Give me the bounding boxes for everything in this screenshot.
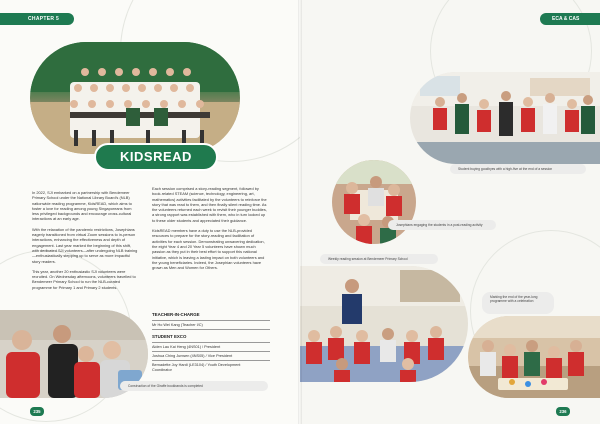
caption-weekly: Weekly reading session at Bendemeer Primary School [320,254,438,264]
divider [152,360,270,361]
teacher-name: Mr Ho Wei Kang (Teacher I/C) [152,323,203,327]
section-tag: ECA & CAS [540,13,600,25]
divider [152,351,270,352]
paragraph: With the relaxation of the pandemic restrictions, Josephians eagerly transitioned from virtual Zoom sessions to in-person interactions, enhancing the effectiveness and depth of engagement. Last year marked the beginning of this shift, with dedicated SJI volunteers—after undergoing NLB training—enthusiastically stepping up to serve as more impactful story readers. [32,226,138,264]
divider [152,329,270,330]
activity-circle-photo [332,160,416,244]
caption-bottom-left: Construction of the Giraffe bookbands is completed [120,381,268,391]
caption-top-right: Student buying goodbyes with a high-five at the end of a session [450,164,586,174]
group-photo [30,42,240,154]
teacher-heading: TEACHER-IN-CHARGE [152,312,200,317]
classroom-photo [410,72,600,164]
page-number-right: 236 [556,407,570,416]
exco-heading: STUDENT EXCO [152,334,187,339]
chapter-tag: CHAPTER 5 [0,13,74,25]
spine-shadow [298,0,302,424]
exco-member: Bernadette Joy Hardi (LE3104) / Youth Development [152,363,241,367]
paragraph: In 2022, SJI embarked on a partnership with Bendemeer Primary School under the National Library Board's (NLB) nationwide reading programme, KidsREAD, which aims to foster a love for reading among young Singaporeans from less privileged backgrounds and encourage cross-cultural interactions at an early age. [32,190,132,222]
exco-member: Coordinator [152,368,172,372]
body-column-2 [152,186,267,275]
celebration-photo [468,316,600,398]
caption-end: Marking the end of the year-long programme with a celebration [482,292,554,314]
body-column-1 [32,190,139,295]
paragraph: Each session comprised a story-reading segment, followed by book-related STEAM (science, technology, engineering, art, mathematics) activities facilitated by the volunteers to reinforce the story that was read to them, and then finally silent reading time. As the volunteers returned each week to revisit their younger buddies, a strong rapport was established with them, who in turn looked up to these older students and appreciated their guidance. [152,186,267,223]
exco-member: Joshua Ching Junwen (4NS05) / Vice President [152,354,233,358]
right-page [300,0,600,424]
article-title: KIDSREAD [94,143,218,171]
divider [152,342,270,343]
paragraph: KidsREAD members have a duty to use the NLB-provided resources to prepare for the story-reading and facilitation of activities for each session. Demonstrating unwavering dedication, the eight Year 4 and 20 Year 5 volunteers have shown much passion as they put in their best effort to support this national initiative, which is leaving a lasting impact on both volunteers and the young beneficiaries. Indeed, the Josephian volunteers have grown as Men and Women for Others. [152,228,265,271]
reading-session-photo [300,266,468,382]
exco-member: Aiden Lau Kai Heng (4NS01) / President [152,345,221,349]
paragraph: This year, another 20 enthusiastic SJI volunteers were recruited. On Wednesday afternoons, volunteers travelled to Bendemeer Primary School to run the NLB-curated programme for Primary 1 and Primary 2 students. [32,268,136,290]
caption-mid-circle: Josephians engaging the students in a post-reading activity [388,220,496,230]
page-number-left: 235 [30,407,44,416]
divider [152,320,270,321]
